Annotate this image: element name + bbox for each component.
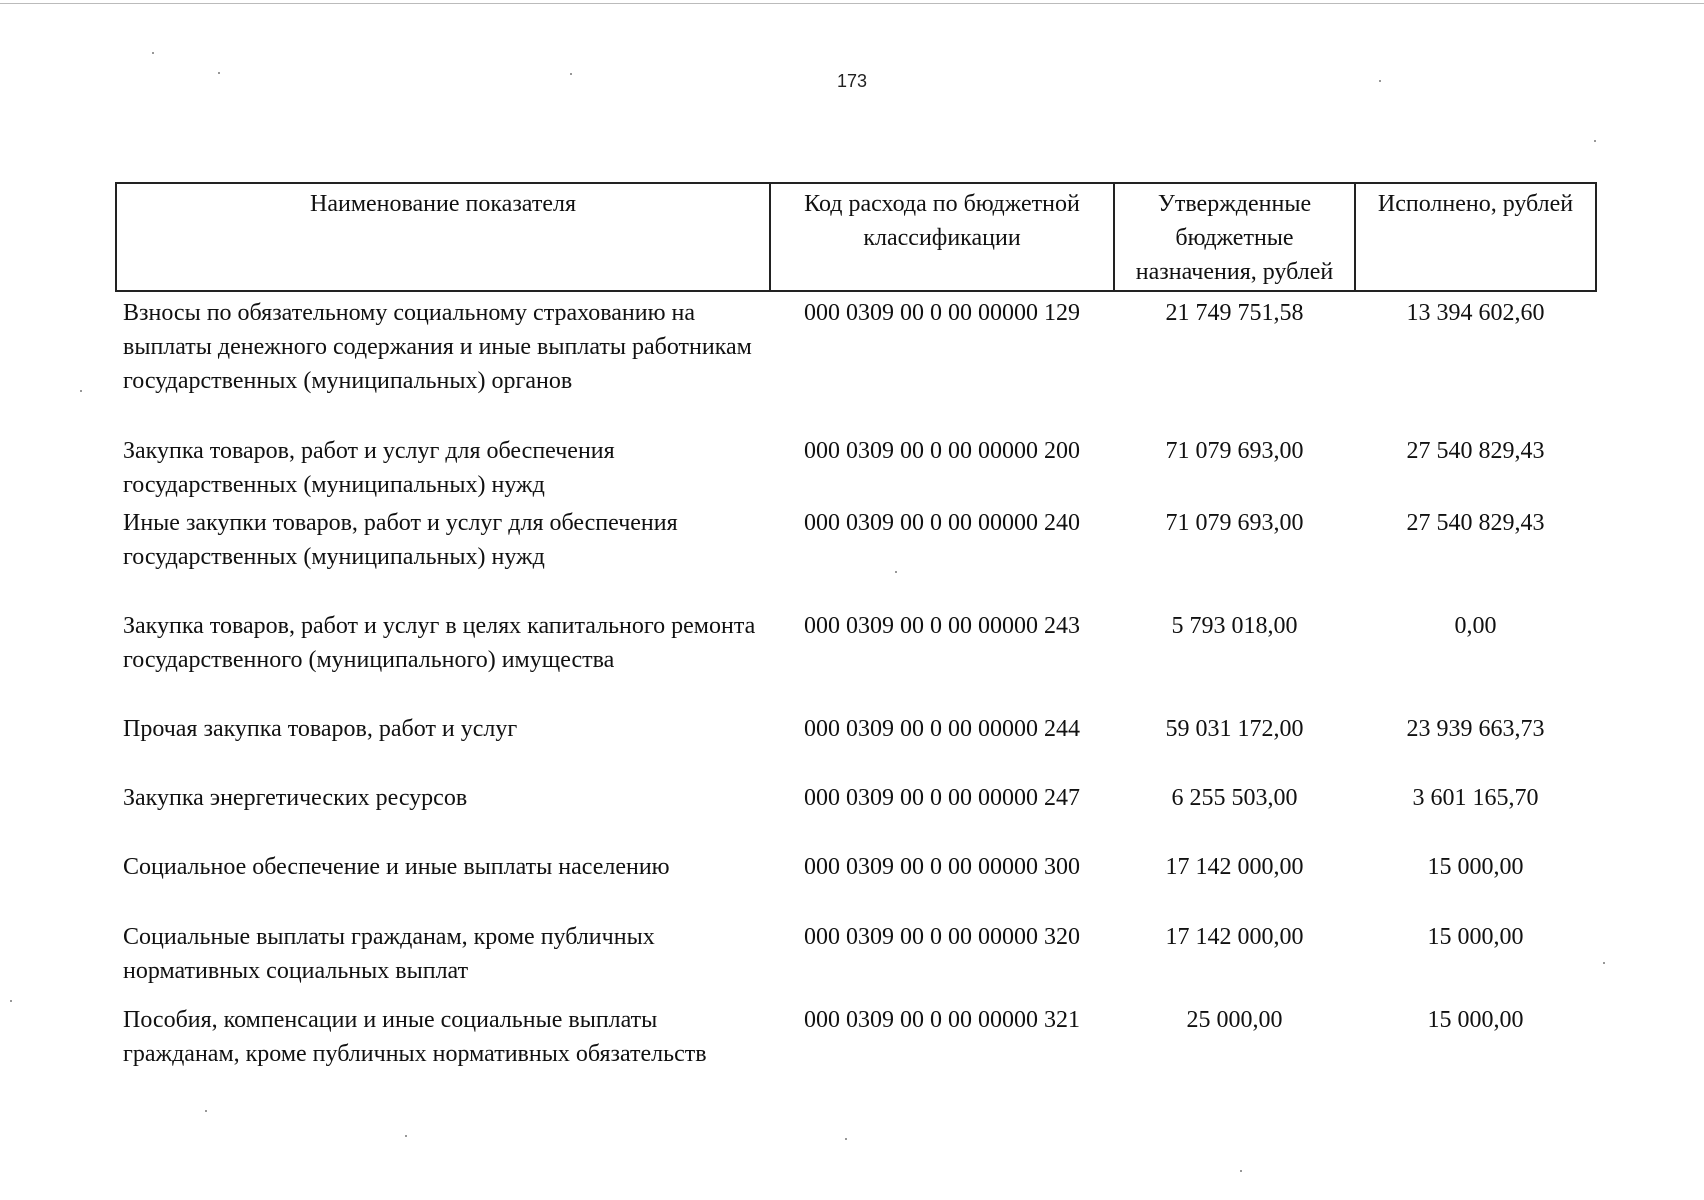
table-row [116,430,1596,502]
scan-speck [1379,80,1381,82]
table-header [116,183,1596,291]
row-expense-code: 000 0309 00 0 00 00000 243 [804,613,1080,639]
table-row [116,777,1596,846]
row-indicator-name: Социальные выплаты гражданам, кроме публичных нормативных социальных выплат [123,924,655,984]
row-executed-amount: 15 000,00 [1427,1007,1524,1033]
scan-speck [205,1110,207,1112]
row-executed-amount: 23 939 663,73 [1406,716,1545,742]
budget-execution-table [115,182,1597,1109]
header-indicator-name: Наименование показателя [116,183,770,291]
row-expense-code: 000 0309 00 0 00 00000 129 [804,300,1080,326]
row-executed-amount: 15 000,00 [1427,924,1524,950]
scan-speck [405,1135,407,1137]
table-row [116,999,1596,1109]
table-body [116,291,1596,1109]
row-executed-amount: 3 601 165,70 [1412,785,1539,811]
row-indicator-name: Закупка товаров, работ и услуг в целях капитального ремонта государственного (муниципального) имущества [123,613,756,673]
row-indicator-name: Закупка энергетических ресурсов [123,785,468,811]
scan-speck [152,52,154,54]
table-row [116,605,1596,708]
scan-speck [570,73,572,75]
row-approved-amount: 59 031 172,00 [1165,716,1304,742]
row-expense-code: 000 0309 00 0 00 00000 320 [804,924,1080,950]
row-expense-code: 000 0309 00 0 00 00000 240 [804,510,1080,536]
row-executed-amount: 13 394 602,60 [1406,300,1545,326]
header-executed-amount: Исполнено, рублей [1355,183,1596,291]
row-executed-amount: 27 540 829,43 [1406,438,1545,464]
row-approved-amount: 71 079 693,00 [1165,438,1304,464]
row-expense-code: 000 0309 00 0 00 00000 200 [804,438,1080,464]
row-approved-amount: 17 142 000,00 [1165,854,1304,880]
scan-speck [1240,1170,1242,1172]
row-approved-amount: 21 749 751,58 [1165,300,1304,326]
table-row [116,502,1596,605]
row-indicator-name: Иные закупки товаров, работ и услуг для обеспечения государственных (муниципальных) нужд [123,510,678,570]
page-number: 173 [836,71,868,91]
header-row [116,183,1596,291]
table-row [116,846,1596,916]
table-row [116,708,1596,777]
scan-speck [1594,140,1596,142]
scan-speck [1603,962,1605,964]
table-row [116,291,1596,430]
row-expense-code: 000 0309 00 0 00 00000 321 [804,1007,1080,1033]
header-approved-amount: Утвержденные бюджетные назначения, рублей [1114,183,1355,291]
row-expense-code: 000 0309 00 0 00 00000 247 [804,785,1080,811]
row-indicator-name: Пособия, компенсации и иные социальные выплаты гражданам, кроме публичных нормативных обязательств [123,1007,707,1067]
row-indicator-name: Закупка товаров, работ и услуг для обеспечения государственных (муниципальных) нужд [123,438,615,498]
row-executed-amount: 27 540 829,43 [1406,510,1545,536]
row-approved-amount: 5 793 018,00 [1171,613,1298,639]
header-expense-code: Код расхода по бюджетной классификации [770,183,1114,291]
row-executed-amount: 0,00 [1454,613,1497,639]
scan-speck [10,1000,12,1002]
row-approved-amount: 71 079 693,00 [1165,510,1304,536]
scan-speck [895,571,897,573]
row-indicator-name: Социальное обеспечение и иные выплаты населению [123,854,670,880]
row-approved-amount: 25 000,00 [1186,1007,1283,1033]
scan-speck [218,72,220,74]
page-top-edge [0,3,1704,4]
table-row [116,916,1596,999]
row-expense-code: 000 0309 00 0 00 00000 300 [804,854,1080,880]
row-indicator-name: Прочая закупка товаров, работ и услуг [123,716,518,742]
scan-speck [80,390,82,392]
row-approved-amount: 6 255 503,00 [1171,785,1298,811]
row-approved-amount: 17 142 000,00 [1165,924,1304,950]
scan-speck [845,1138,847,1140]
row-indicator-name: Взносы по обязательному социальному страхованию на выплаты денежного содержания и иные выплаты работникам государственных (муниципальных) органов [123,300,752,394]
row-expense-code: 000 0309 00 0 00 00000 244 [804,716,1080,742]
row-executed-amount: 15 000,00 [1427,854,1524,880]
